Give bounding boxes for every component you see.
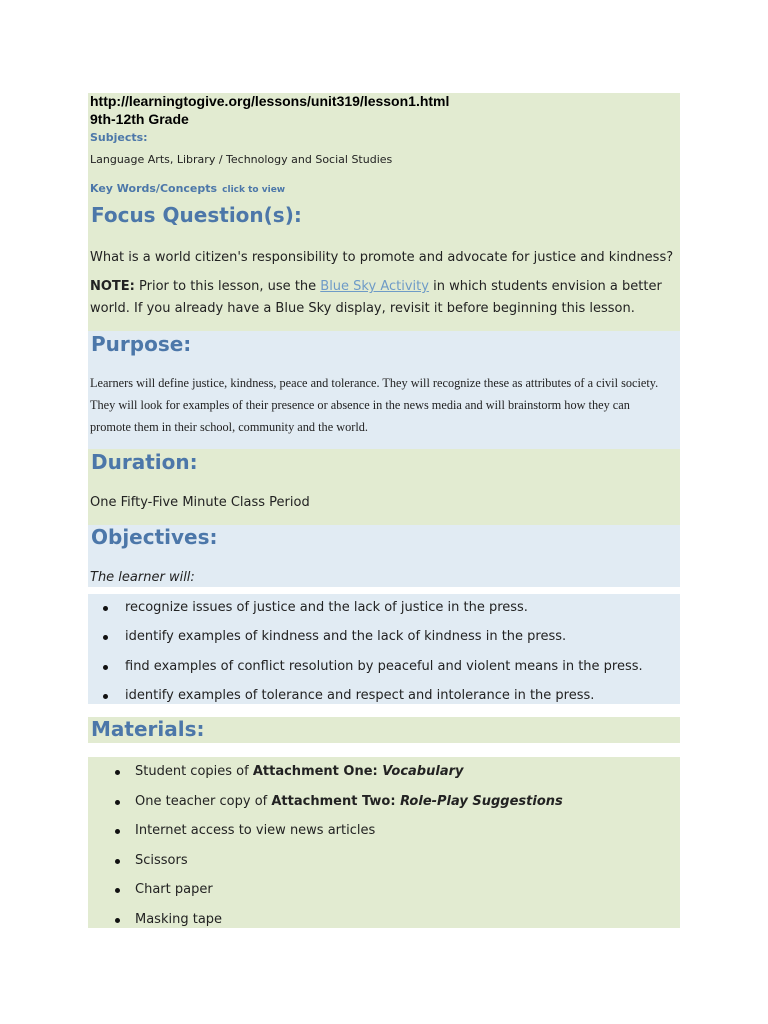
duration-value: One Fifty-Five Minute Class Period bbox=[90, 495, 310, 510]
focus-question: What is a world citizen's responsibility to promote and advocate for justice and kindness? bbox=[90, 250, 674, 265]
purpose-heading: Purpose: bbox=[91, 332, 192, 356]
objectives-intro: The learner will: bbox=[90, 570, 195, 585]
material-item-prefix: Student copies of bbox=[135, 764, 253, 779]
material-item: Internet access to view news articles bbox=[135, 823, 376, 838]
material-item bbox=[135, 764, 463, 779]
purpose-line-1: Learners will define justice, kindness, peace and tolerance. They will recognize these as attributes of a civil society. bbox=[90, 376, 659, 390]
header-focus-section bbox=[88, 93, 680, 331]
purpose-line-3: promote them in their school, community and the world. bbox=[90, 420, 368, 434]
duration-heading: Duration: bbox=[91, 450, 198, 474]
keywords-label: Key Words/Concepts bbox=[90, 182, 218, 195]
material-item bbox=[135, 794, 563, 809]
grade-level: 9th-12th Grade bbox=[90, 111, 189, 127]
attachment-one-title: Vocabulary bbox=[382, 764, 464, 779]
attachment-two-label: Attachment Two: bbox=[271, 794, 401, 809]
material-item-prefix: One teacher copy of bbox=[135, 794, 272, 809]
bullet-icon bbox=[115, 888, 120, 893]
lesson-url[interactable]: http://learningtogive.org/lessons/unit319/lesson1.html bbox=[90, 93, 450, 109]
material-item: Chart paper bbox=[135, 882, 213, 897]
attachment-one-label: Attachment One: bbox=[252, 764, 383, 779]
objectives-section bbox=[88, 525, 680, 587]
materials-heading-bar bbox=[88, 717, 680, 743]
material-item: Scissors bbox=[135, 853, 188, 868]
subjects-value: Language Arts, Library / Technology and Social Studies bbox=[90, 153, 393, 166]
bullet-icon bbox=[115, 859, 120, 864]
objectives-list bbox=[88, 594, 680, 704]
note-text-before: Prior to this lesson, use the bbox=[134, 279, 321, 294]
keywords-link[interactable]: click to view bbox=[222, 185, 286, 195]
subjects-label: Subjects: bbox=[90, 131, 148, 144]
duration-section bbox=[88, 449, 680, 525]
bullet-icon bbox=[103, 665, 108, 670]
objective-item: identify examples of tolerance and respect and intolerance in the press. bbox=[125, 688, 595, 703]
attachment-two-title: Role-Play Suggestions bbox=[400, 794, 563, 809]
objectives-heading: Objectives: bbox=[91, 525, 218, 549]
bullet-icon bbox=[115, 918, 120, 923]
note-label: NOTE: bbox=[90, 279, 135, 294]
note-text-after: in which students envision a better bbox=[428, 279, 662, 294]
purpose-line-2: They will look for examples of their presence or absence in the news media and will brainstorm how they can bbox=[90, 398, 630, 412]
note-line-2: world. If you already have a Blue Sky display, revisit it before beginning this lesson. bbox=[90, 301, 635, 316]
bullet-icon bbox=[115, 829, 120, 834]
keywords-row bbox=[90, 177, 285, 196]
bullet-icon bbox=[103, 694, 108, 699]
blue-sky-activity-link[interactable]: Blue Sky Activity bbox=[320, 279, 429, 294]
focus-heading: Focus Question(s): bbox=[91, 203, 302, 227]
purpose-section bbox=[88, 331, 680, 449]
bullet-icon bbox=[103, 606, 108, 611]
bullet-icon bbox=[115, 800, 120, 805]
note-line-1 bbox=[90, 279, 662, 294]
material-item: Masking tape bbox=[135, 912, 223, 927]
objective-item: identify examples of kindness and the lack of kindness in the press. bbox=[125, 629, 567, 644]
objective-item: recognize issues of justice and the lack of justice in the press. bbox=[125, 600, 528, 615]
materials-heading: Materials: bbox=[91, 717, 205, 741]
bullet-icon bbox=[103, 635, 108, 640]
objective-item: find examples of conflict resolution by peaceful and violent means in the press. bbox=[125, 659, 643, 674]
bullet-icon bbox=[115, 770, 120, 775]
materials-list bbox=[88, 757, 680, 928]
